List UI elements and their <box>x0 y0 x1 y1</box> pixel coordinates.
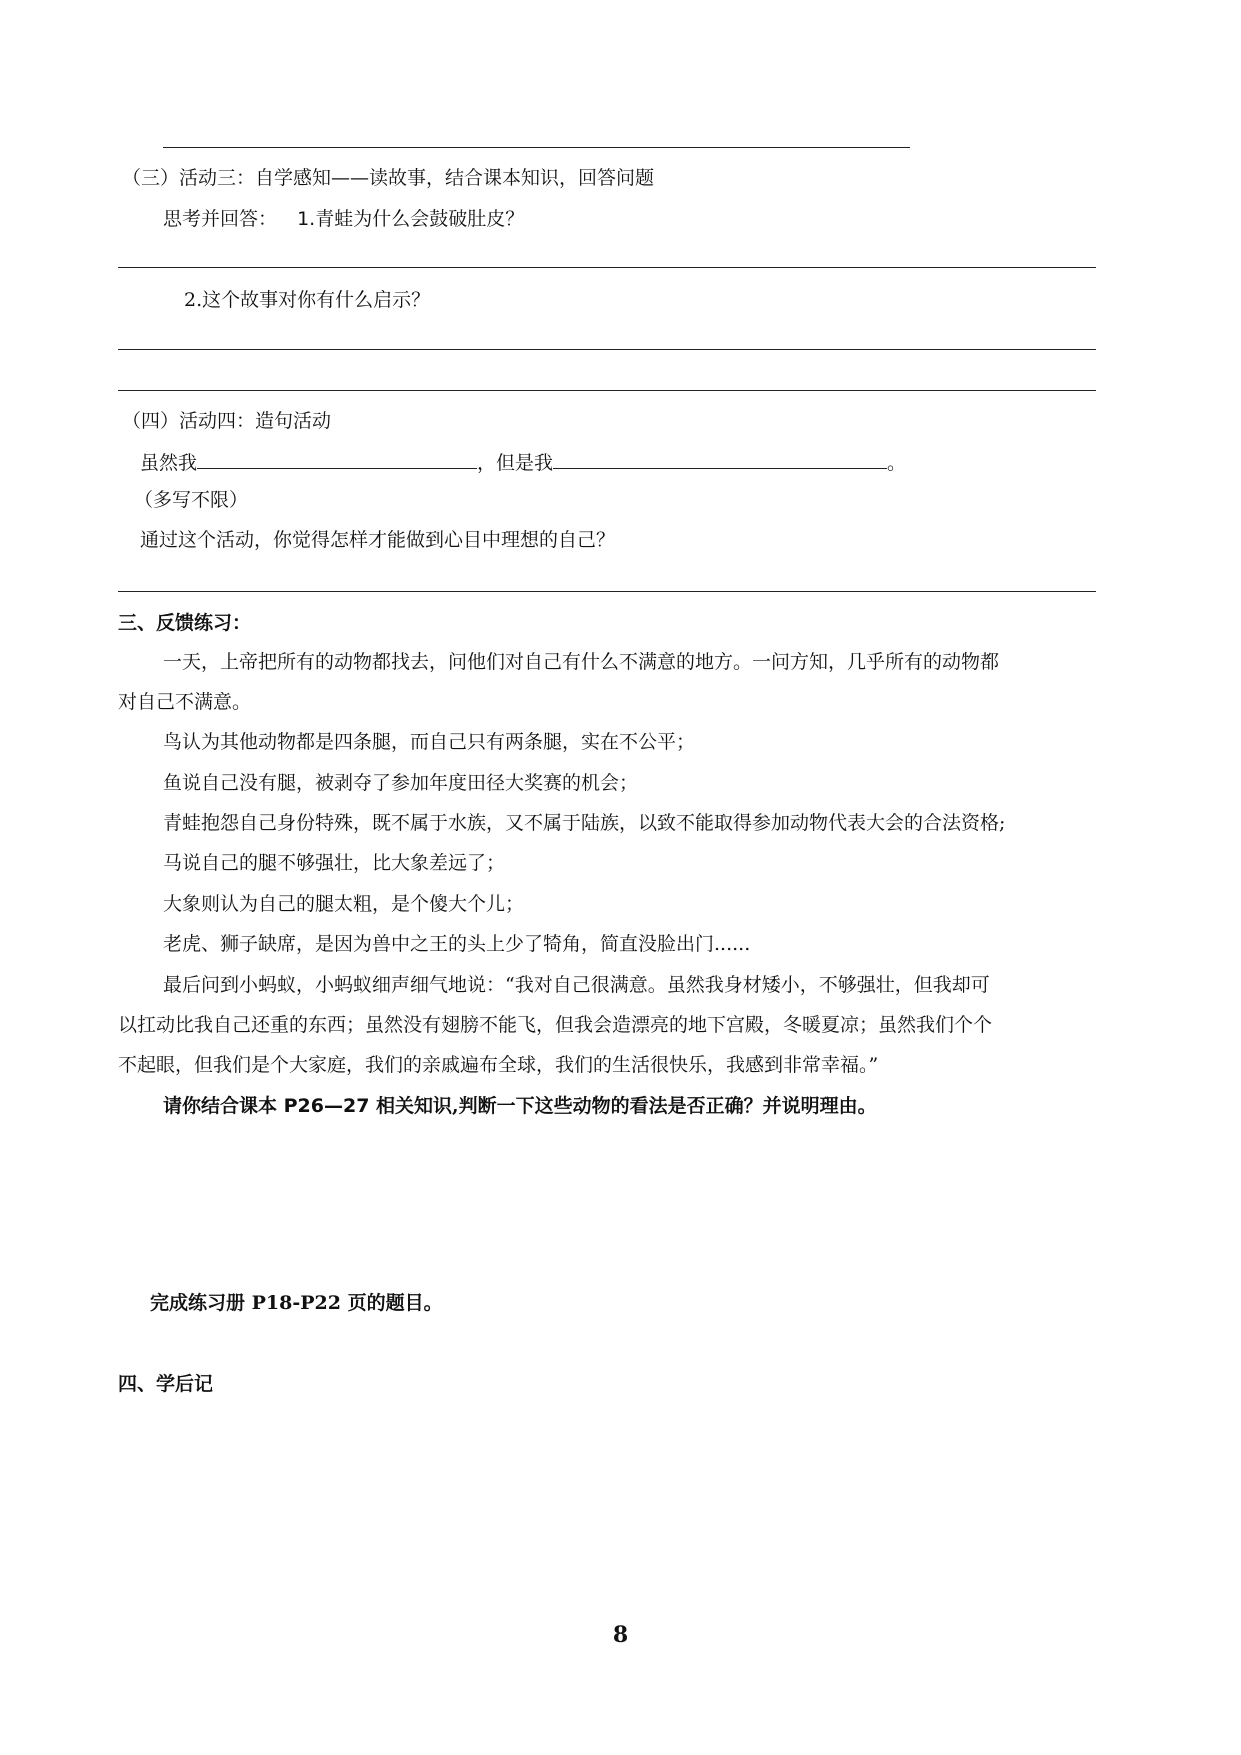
task-instruction <box>163 1095 877 1118</box>
story-frog: 青蛙抱怨自己身份特殊，既不属于水族，又不属于陆族，以致不能取得参加动物代表大会的合法资格; <box>163 812 1006 834</box>
answer-line <box>163 147 910 148</box>
page-number: 8 <box>612 1622 629 1648</box>
sentence-part-a: 虽然我 <box>140 452 198 474</box>
section4-heading: 四、学后记 <box>118 1373 214 1395</box>
activity4-question: 通过这个活动，你觉得怎样才能做到心目中理想的自己？ <box>140 529 616 551</box>
question-1: 1.青蛙为什么会鼓破肚皮？ <box>297 208 525 230</box>
answer-line <box>118 390 1096 391</box>
task-page-ref: P26—27 <box>283 1095 370 1117</box>
task-part-a: 请你结合课本 <box>163 1095 284 1117</box>
sentence-end: 。 <box>887 452 907 474</box>
story-horse: 马说自己的腿不够强壮，比大象差远了； <box>163 852 506 874</box>
activity3-prompt <box>163 208 524 231</box>
answer-line <box>118 349 1096 350</box>
sentence-template <box>140 450 906 475</box>
note: （多写不限） <box>134 489 249 511</box>
story-bird: 鸟认为其他动物都是四条腿，而自己只有两条腿，实在不公平； <box>163 731 696 753</box>
story-ant-line-2: 以扛动比我自己还重的东西；虽然没有翅膀不能飞，但我会造漂亮的地下宫殿，冬暖夏凉；虽然我们个个 <box>118 1014 993 1036</box>
story-tiger: 老虎、狮子缺席，是因为兽中之王的头上少了犄角，简直没脸出门...... <box>163 933 751 955</box>
story-elephant: 大象则认为自己的腿太粗，是个傻大个儿； <box>163 893 525 915</box>
sentence-part-b: ，但是我 <box>477 452 554 474</box>
story-fish: 鱼说自己没有腿，被剥夺了参加年度田径大奖赛的机会； <box>163 772 639 794</box>
answer-line <box>118 591 1096 592</box>
section3-heading: 三、反馈练习： <box>118 612 252 634</box>
story-ant-line-1: 最后问到小蚂蚁，小蚂蚁细声细气地说：“我对自己很满意。虽然我身材矮小，不够强壮，但我却可 <box>163 974 990 996</box>
activity3-heading: （三）活动三：自学感知——读故事，结合课本知识，回答问题 <box>122 167 655 189</box>
fill-blank-2[interactable] <box>553 450 887 469</box>
homework-instruction: 完成练习册 P18-P22 页的题目。 <box>150 1292 443 1314</box>
activity4-heading: （四）活动四：造句活动 <box>122 410 332 432</box>
fill-blank-1[interactable] <box>197 450 477 469</box>
prompt-label: 思考并回答： <box>163 208 278 230</box>
question-2: 2.这个故事对你有什么启示？ <box>184 289 431 311</box>
answer-line <box>118 267 1096 268</box>
story-ant-line-3: 不起眼，但我们是个大家庭，我们的亲戚遍布全球，我们的生活很快乐，我感到非常幸福。” <box>118 1054 879 1076</box>
story-paragraph-1-line-1: 一天，上帝把所有的动物都找去，问他们对自己有什么不满意的地方。一问方知，几乎所有的动物都 <box>163 651 1000 673</box>
task-part-c: 相关知识,判断一下这些动物的看法是否正确？并说明理由。 <box>369 1095 877 1117</box>
story-paragraph-1-line-2: 对自己不满意。 <box>118 691 252 713</box>
